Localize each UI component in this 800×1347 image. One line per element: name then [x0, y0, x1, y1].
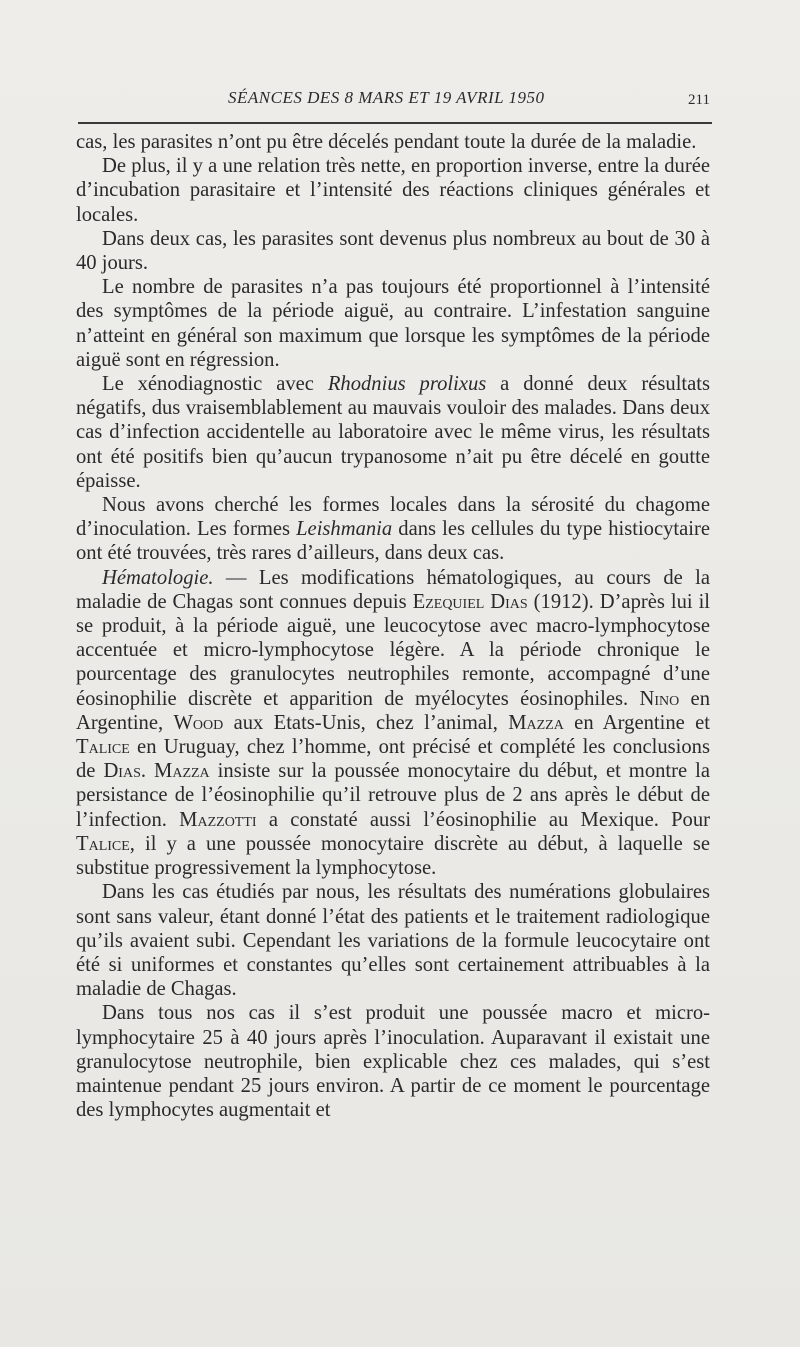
page-number: 211 — [688, 92, 710, 108]
paragraph — [76, 493, 710, 566]
text-run: en Uruguay, chez l’homme, ont précisé et complété les conclusions de — [76, 736, 710, 783]
paragraph: Le nombre de parasites n’a pas toujours été proportionnel à l’intensité des symptômes de la période aiguë, au contraire. L’infestation sanguine n’atteint en général son maximum que lorsque les symptômes de la période aiguë sont en régression. — [76, 276, 710, 371]
text-run: Le xénodiagnostic avec — [102, 373, 328, 396]
section-heading: Hématologie. — [102, 566, 214, 589]
paragraph — [76, 566, 710, 881]
author-name: Dias — [103, 760, 141, 783]
text-run: aux Etats-Unis, chez l’animal, — [223, 711, 509, 734]
running-head: SÉANCES DES 8 MARS ET 19 AVRIL 1950 — [228, 88, 545, 107]
paragraph: Dans deux cas, les parasites sont devenus plus nombreux au bout de 30 à 40 jours. — [76, 227, 710, 275]
page-header — [78, 88, 710, 120]
text-run: . — [140, 760, 155, 783]
text-run: — Les modifications hématologiques, au cours de la maladie de Chagas sont connues depuis — [76, 566, 710, 613]
author-name: Mazza — [154, 760, 210, 783]
text-run: (1912). D’après lui il se produit, à la période aiguë, une leucocytose avec macro-lymphocytose accentuée et micro-lymphocytose légère. A la période chronique le pourcentage des granulocytes neutrophiles remonte, accompagné d’une éosinophilie discrète et apparition de myélocytes éosinophiles. — [76, 590, 711, 710]
body-text — [76, 130, 710, 1122]
text-run: a donné deux résultats négatifs, dus vraisemblablement au mauvais vouloir des malades. Dans deux cas d’infection accidentelle au laboratoire avec le même virus, les résultats ont été positifs bien qu’aucun trypanosome n’ait pu être décelé en goutte épaisse. — [76, 373, 711, 492]
text-run: en Argentine, — [76, 687, 710, 734]
paragraph: De plus, il y a une relation très nette, en proportion inverse, entre la durée d’incubation parasitaire et l’intensité des réactions cliniques générales et locales. — [76, 155, 710, 226]
text-run: , il y a une poussée monocytaire discrète au début, à laquelle se substitue progressivement la lymphocytose. — [76, 832, 710, 880]
author-name: Talice — [76, 832, 130, 855]
paragraph: Dans tous nos cas il s’est produit une poussée macro et micro-lymphocytaire 25 à 40 jours après l’inoculation. Auparavant il existait une granulocytose neutrophile, bien explicable chez ces malades, qui s’est maintenue pendant 25 jours environ. A partir de ce moment le pourcentage des lymphocytes augmentait et — [76, 1002, 710, 1122]
text-run: Nous avons cherché les formes locales dans la sérosité du chagome d’inoculation. Les formes — [76, 494, 710, 541]
paragraph: Dans les cas étudiés par nous, les résultats des numérations globulaires sont sans valeur, étant donné l’état des patients et le traitement radiologique qu’ils avaient subi. Cependant les variations de la formule leucocytaire ont été si uniformes et constantes qu’elles sont certainement attribuables à la maladie de Chagas. — [76, 881, 710, 1001]
author-name: Ezequiel Dias — [412, 590, 528, 613]
author-name: Talice — [76, 736, 130, 759]
author-name: Mazza — [508, 711, 564, 734]
text-run: dans les cellules du type histiocytaire ont été trouvées, très rares d’ailleurs, dans deux cas. — [76, 518, 710, 565]
species-name: Rhodnius prolixus — [327, 373, 487, 396]
paragraph — [76, 372, 710, 493]
genus-name: Leishmania — [296, 518, 393, 541]
author-name: Nino — [639, 687, 680, 710]
paragraph: cas, les parasites n’ont pu être décelés pendant toute la durée de la maladie. — [76, 131, 697, 153]
text-run: a constaté aussi l’éosinophilie au Mexique. Pour — [256, 808, 711, 831]
author-name: Wood — [173, 711, 224, 734]
text-run: insiste sur la poussée monocytaire du début, et montre la persistance de l’éosinophilie qu’il retrouve plus de 2 ans après le début de l’infection. — [76, 760, 711, 831]
header-rule — [78, 122, 712, 124]
author-name: Mazzotti — [179, 808, 257, 831]
text-run: en Argentine et — [563, 711, 710, 734]
